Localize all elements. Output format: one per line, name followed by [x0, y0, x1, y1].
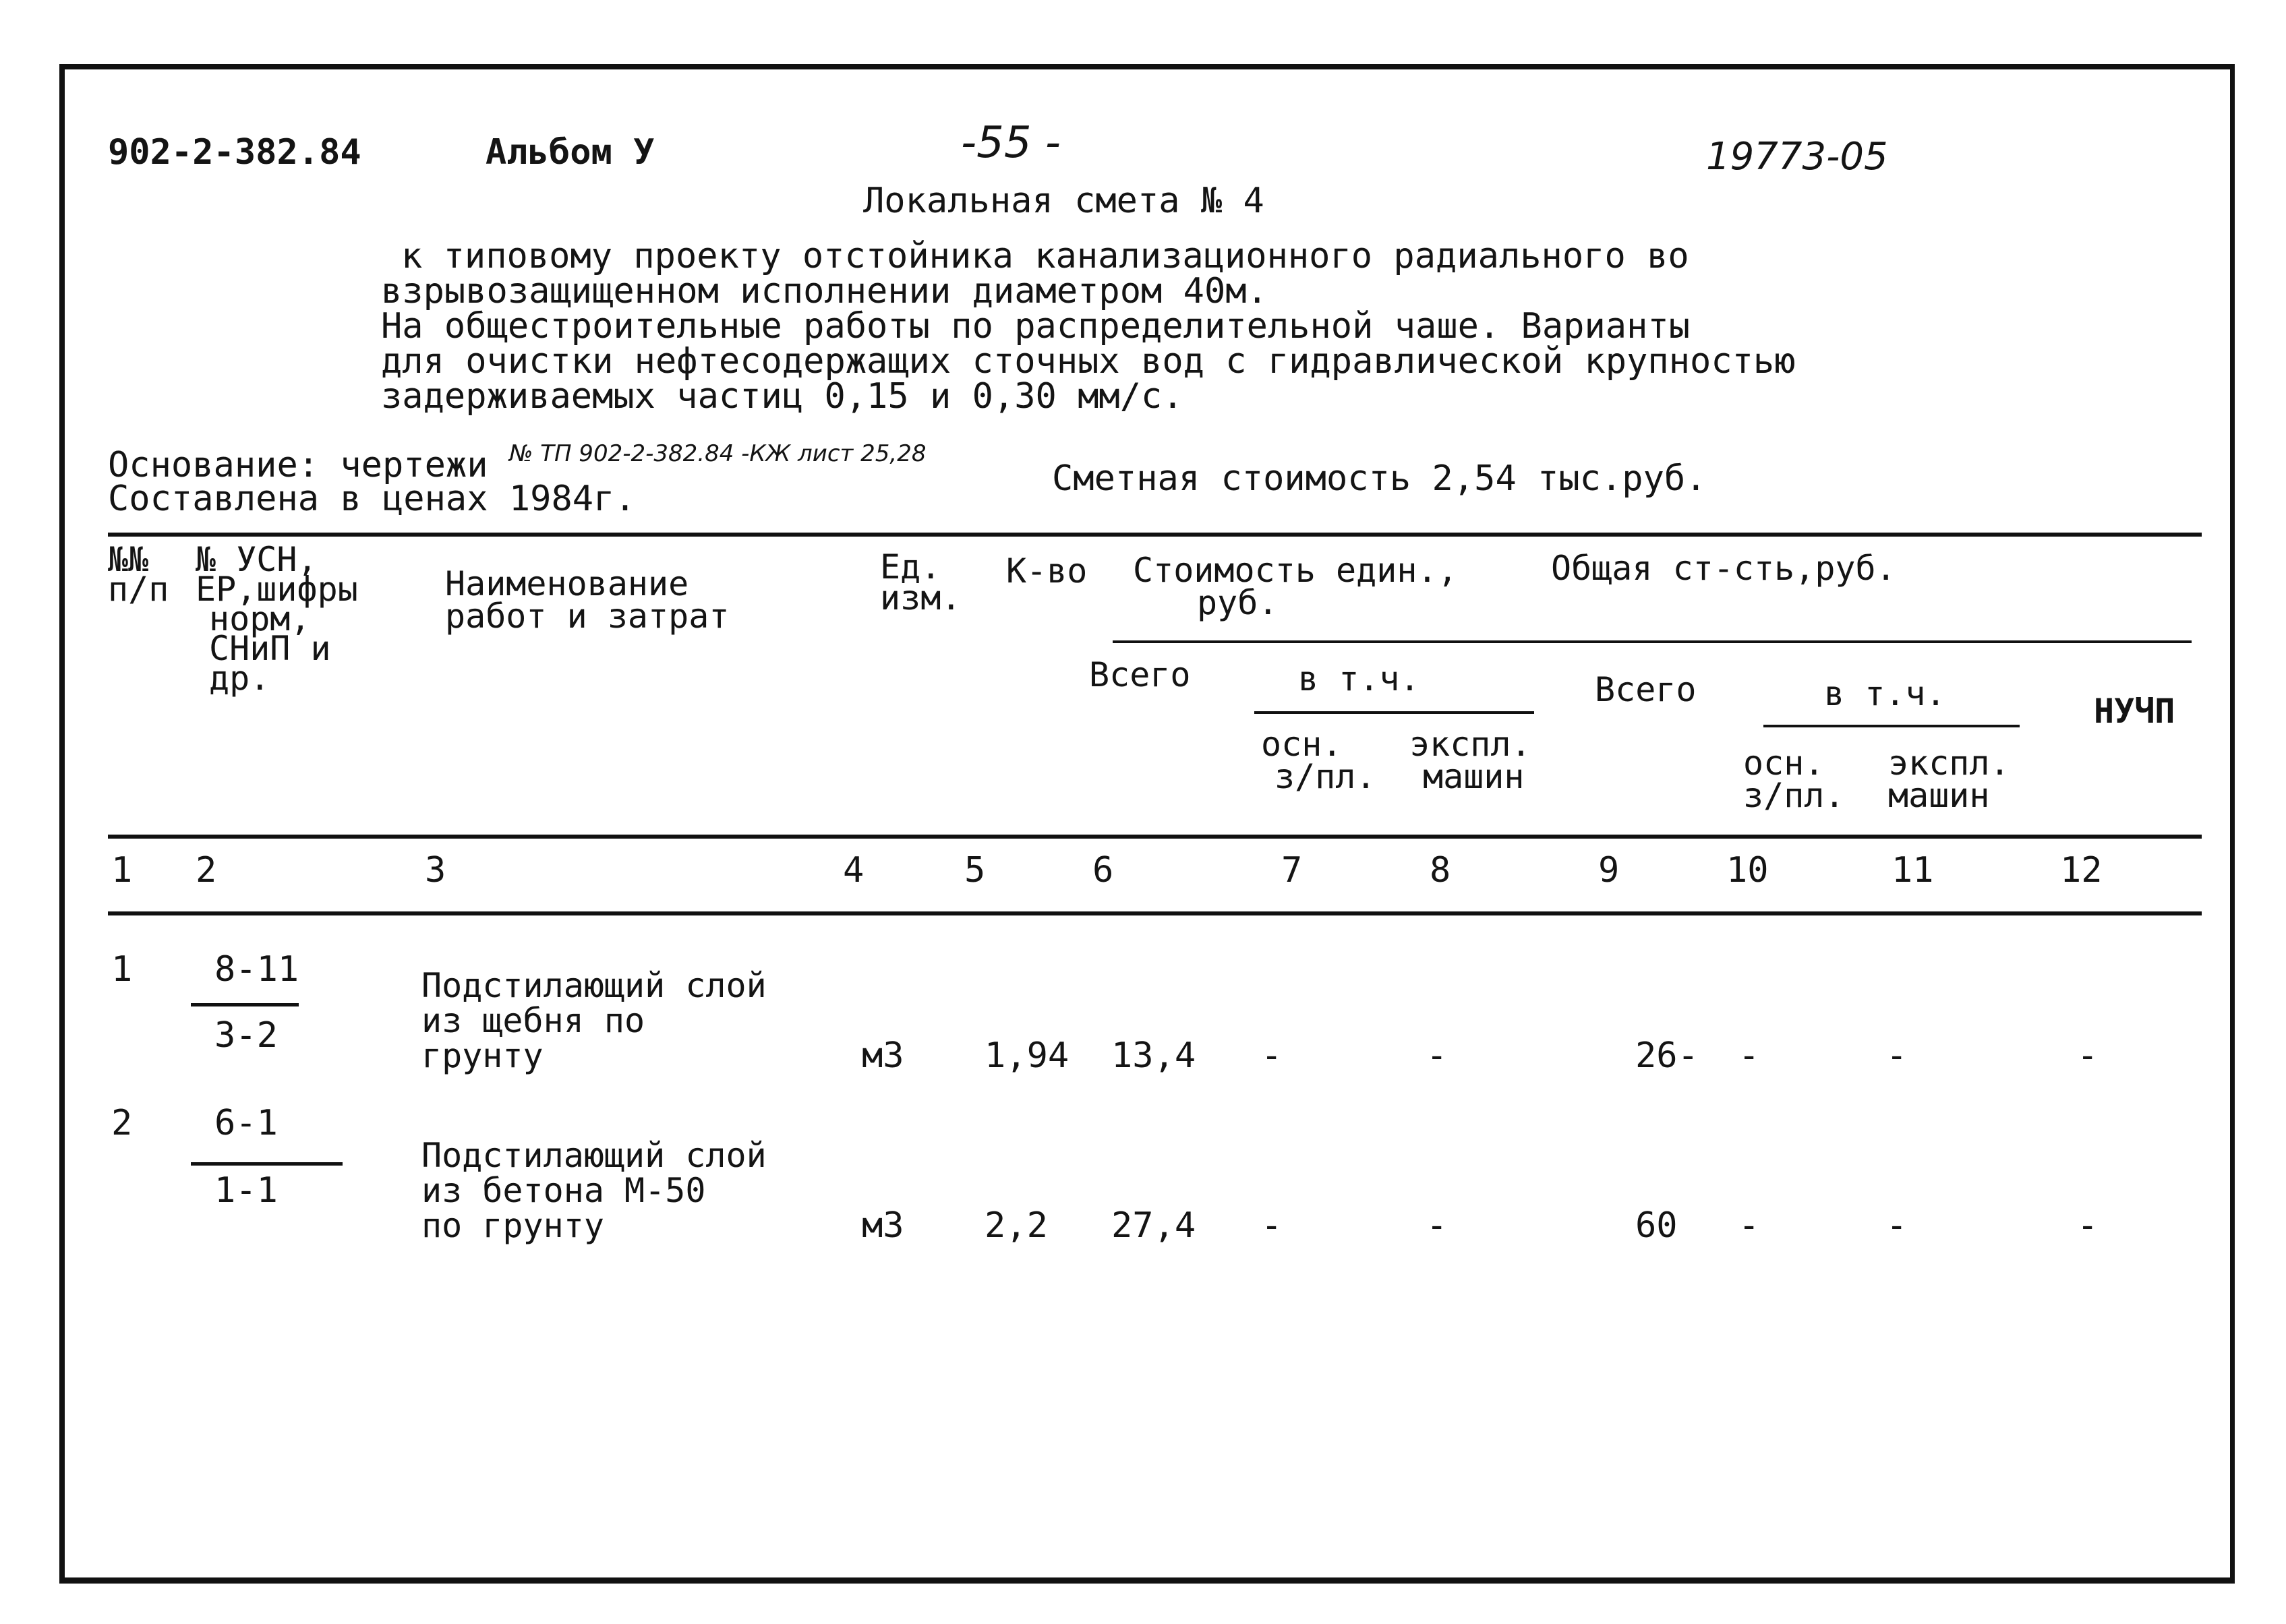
- header-line: з/пл.: [1743, 776, 1845, 815]
- code-top: 6-1: [214, 1103, 278, 1143]
- header-bottom-rule: [108, 835, 2202, 839]
- header-row-number: [108, 540, 169, 609]
- basis-label: Основание: чертежи: [108, 445, 488, 485]
- column-number: 11: [1892, 850, 1934, 891]
- header-quantity: К-во: [1006, 551, 1088, 591]
- code-bottom: 1-1: [214, 1170, 278, 1211]
- description-line: взрывозащищенном исполнении диаметром 40м.: [381, 271, 1268, 311]
- unit: м3: [862, 1035, 904, 1076]
- header-line: экспл.: [1409, 725, 1531, 764]
- header-line: экспл.: [1888, 744, 2010, 783]
- nuchp: -: [2077, 1035, 2099, 1076]
- header-name: [445, 564, 730, 636]
- unit-cost-osn: -: [1261, 1205, 1283, 1246]
- header-nuchp: НУЧП: [2094, 692, 2175, 731]
- unit-cost-rule: [1113, 640, 2192, 643]
- work-name-line: по грунту: [421, 1206, 604, 1245]
- header-total-expl: [1888, 744, 2010, 815]
- unit: м3: [862, 1205, 904, 1246]
- work-name-line: из щебня по: [421, 1001, 645, 1040]
- header-unit-cost: [1133, 551, 1458, 622]
- total-vtch-rule: [1763, 725, 2020, 727]
- header-unit-expl: [1409, 725, 1531, 796]
- fraction-line: [191, 1162, 343, 1166]
- table-top-rule: [108, 533, 2202, 537]
- header-total: Всего: [1595, 670, 1697, 709]
- quantity: 1,94: [985, 1035, 1069, 1076]
- header-line: норм,: [209, 599, 311, 638]
- header-line: № УСН,: [196, 540, 318, 579]
- unit-cost-osn: -: [1261, 1035, 1283, 1076]
- description-line: задерживаемых частиц 0,15 и 0,30 мм/с.: [381, 376, 1183, 417]
- header-line: Наименование: [445, 564, 689, 603]
- work-name: [421, 968, 767, 1073]
- total-cost: 26-: [1635, 1035, 1699, 1076]
- header-total-cost: Общая ст-сть,руб.: [1551, 549, 1896, 588]
- column-numbers-rule: [108, 911, 2202, 915]
- header-line: з/пл.: [1274, 757, 1376, 796]
- row-number: 1: [111, 949, 133, 990]
- header-unit-vtch: в т.ч.: [1298, 659, 1420, 698]
- column-number: 7: [1281, 850, 1303, 891]
- work-name-line: Подстилающий слой: [421, 966, 767, 1005]
- estimated-cost: Сметная стоимость 2,54 тыс.руб.: [1052, 458, 1707, 499]
- column-number: 3: [425, 850, 446, 891]
- drawing-reference: № ТП 902-2-382.84 -КЖ лист 25,28: [509, 440, 927, 467]
- column-number: 5: [964, 850, 986, 891]
- unit-cost-expl: -: [1426, 1035, 1448, 1076]
- header-line: изм.: [880, 578, 962, 618]
- album-label: Альбом У: [486, 132, 655, 173]
- header-line: машин: [1888, 776, 1990, 815]
- column-number: 12: [2060, 850, 2103, 891]
- header-line: №№: [108, 540, 149, 579]
- header-line: Стоимость един.,: [1133, 551, 1458, 590]
- nuchp: -: [2077, 1205, 2099, 1246]
- header-line: СНиП и: [209, 629, 331, 668]
- total-expl: -: [1886, 1205, 1908, 1246]
- doc-code: 902-2-382.84: [108, 132, 361, 173]
- column-number: 6: [1092, 850, 1114, 891]
- unit-cost-total: 13,4: [1111, 1035, 1196, 1076]
- total-expl: -: [1886, 1035, 1908, 1076]
- code-bottom: 3-2: [214, 1015, 278, 1056]
- fraction-line: [191, 1003, 299, 1006]
- header-unit-osn: [1261, 725, 1376, 796]
- column-number: 1: [111, 850, 133, 891]
- page-number: -55 -: [961, 118, 1061, 168]
- total-osn: -: [1738, 1035, 1760, 1076]
- prices-note: Составлена в ценах 1984г.: [108, 479, 636, 519]
- work-name: [421, 1138, 767, 1243]
- description-line: для очистки нефтесодержащих сточных вод с гидравлической крупностью: [381, 341, 1796, 382]
- description-line: На общестроительные работы по распределительной чаше. Варианты: [381, 306, 1691, 347]
- header-total-osn: [1743, 744, 1845, 815]
- code-top: 8-11: [214, 949, 299, 990]
- total-osn: -: [1738, 1205, 1760, 1246]
- header-line: руб.: [1197, 583, 1279, 622]
- row-number: 2: [111, 1103, 133, 1143]
- total-cost: 60: [1635, 1205, 1678, 1246]
- header-line: Ед.: [880, 547, 941, 587]
- header-line: осн.: [1743, 744, 1825, 783]
- header-line: работ и затрат: [445, 597, 730, 636]
- quantity: 2,2: [985, 1205, 1048, 1246]
- header-line: ЕР,шифры: [196, 570, 358, 609]
- column-number: 8: [1430, 850, 1451, 891]
- header-unit: [880, 547, 962, 618]
- header-unit-total: Всего: [1089, 655, 1191, 694]
- work-name-line: из бетона М-50: [421, 1171, 706, 1210]
- header-code: [196, 540, 358, 698]
- archive-number: 19773-05: [1706, 135, 1888, 179]
- column-number: 9: [1598, 850, 1620, 891]
- description: [381, 236, 1796, 417]
- column-number: 10: [1726, 850, 1769, 891]
- header-total-vtch: в т.ч.: [1824, 674, 1946, 713]
- header-line: машин: [1423, 757, 1525, 796]
- unit-vtch-rule: [1254, 711, 1534, 714]
- unit-cost-total: 27,4: [1111, 1205, 1196, 1246]
- header-line: п/п: [108, 570, 169, 609]
- header-line: осн.: [1261, 725, 1343, 764]
- description-line: к типовому проекту отстойника канализационного радиального во: [401, 236, 1689, 276]
- estimate-title: Локальная смета № 4: [863, 181, 1264, 221]
- unit-cost-expl: -: [1426, 1205, 1448, 1246]
- header-line: др.: [209, 659, 270, 698]
- column-number: 2: [196, 850, 217, 891]
- column-number: 4: [843, 850, 864, 891]
- work-name-line: Подстилающий слой: [421, 1136, 767, 1175]
- work-name-line: грунту: [421, 1036, 544, 1075]
